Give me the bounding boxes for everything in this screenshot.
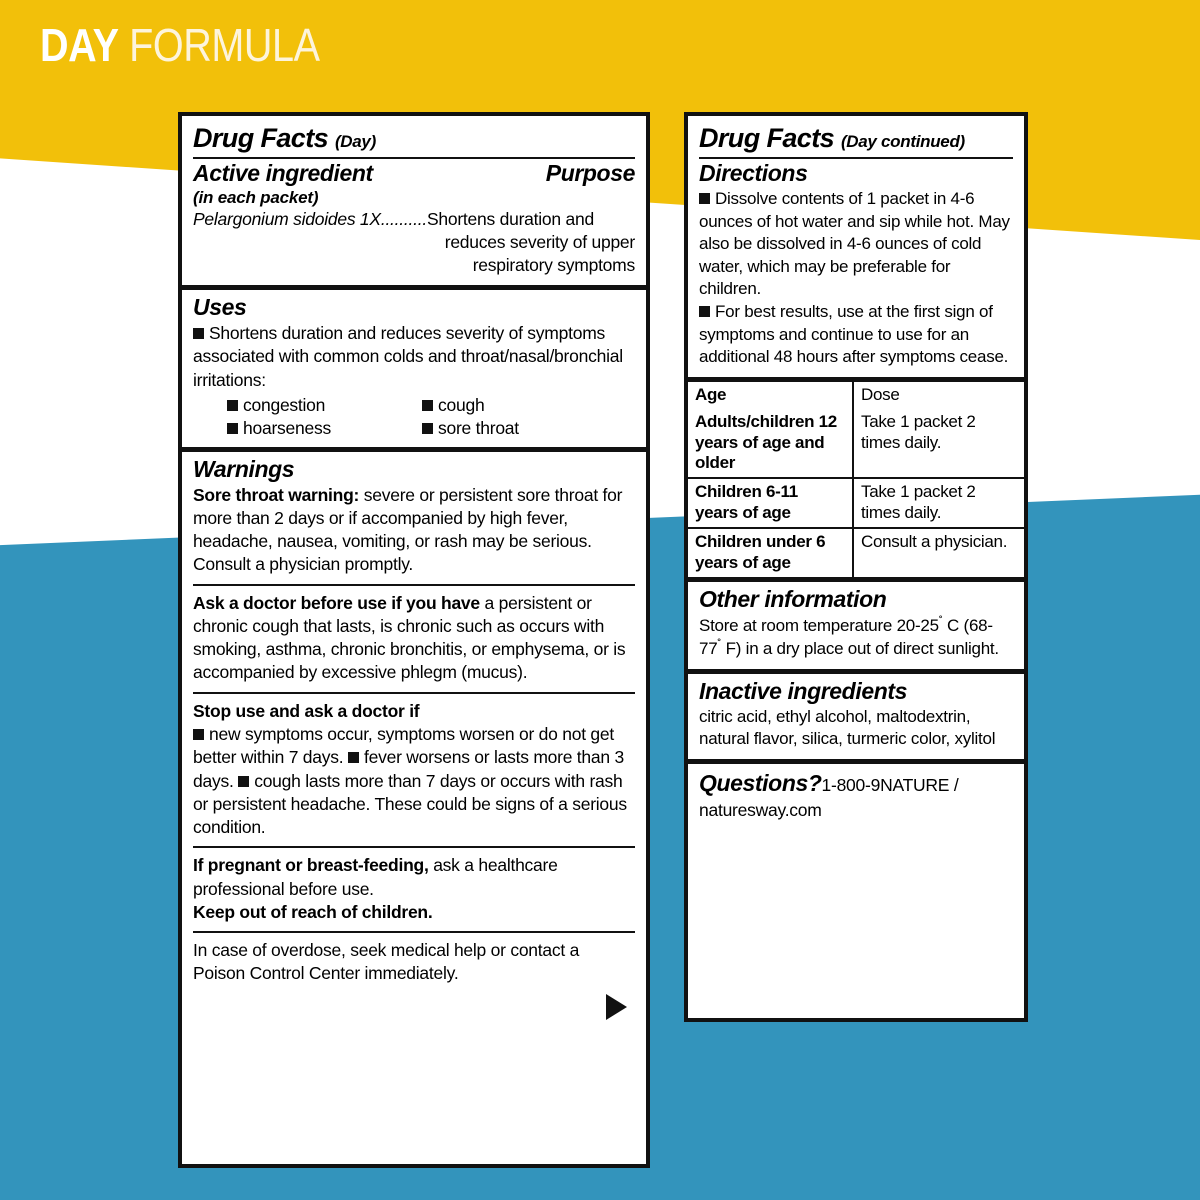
square-bullet-icon: [348, 752, 359, 763]
sore-throat-text: severe or persistent sore throat for more than 2 days or if accompanied by high fever, headache, nausea, vomiting, or rash may be serious. Consult a physician promptly.: [193, 484, 623, 575]
right-title-subtext: (Day continued): [840, 132, 965, 151]
directions-heading: Directions: [699, 160, 808, 187]
ask-doctor-warning: [193, 592, 635, 685]
table-row: [688, 478, 1024, 528]
dose-table-block: [688, 377, 1024, 577]
uses-lead: [193, 322, 635, 392]
degree-symbol-celsius: ˚: [938, 613, 943, 628]
title-formula: FORMULA: [129, 19, 320, 71]
left-title-text: Drug Facts: [193, 123, 329, 153]
square-bullet-icon: [227, 400, 238, 411]
keep-out-of-reach-warning: Keep out of reach of children.: [193, 901, 433, 922]
right-title-text: Drug Facts: [699, 123, 835, 153]
column-header-dose: Dose: [861, 384, 900, 404]
ingredient-name: Pelargonium sidoides 1X..........: [193, 208, 427, 229]
directions-item-1: Dissolve contents of 1 packet in 4-6 ounces of hot water and sip while hot. May also be dissolved in 4-6 ounces of cold water, which may be preferable for children.: [699, 188, 1010, 299]
left-drug-facts-title: [193, 121, 635, 156]
uses-symptom-list: [193, 395, 635, 439]
table-header-row: [688, 382, 1024, 409]
stop-use-item-3: cough lasts more than 7 days or occurs with rash or persistent headache. These could be signs of a serious condition.: [193, 770, 627, 838]
square-bullet-icon: [193, 328, 204, 339]
drug-facts-panel-left: [178, 112, 650, 1168]
purpose-heading: Purpose: [545, 160, 635, 187]
uses-lead-text: Shortens duration and reduces severity of symptoms associated with common colds and throat/nasal/bronchial irritations:: [193, 323, 623, 390]
pregnancy-warning: [193, 854, 635, 901]
stop-use-label: Stop use and ask a doctor if: [193, 700, 420, 721]
warnings-divider-3: [193, 846, 635, 848]
cell-dose: Take 1 packet 2 times daily.: [853, 409, 1024, 478]
ask-doctor-label: Ask a doctor before use if you have: [193, 592, 480, 613]
uses-block: [182, 285, 646, 447]
dose-table: [688, 382, 1024, 577]
list-item: sore throat: [422, 418, 635, 439]
square-bullet-icon: [699, 306, 710, 317]
inactive-ingredients-block: [688, 669, 1024, 759]
purpose-line-2: reduces severity of upper: [444, 231, 635, 252]
active-ingredient-heading: Active ingredient: [193, 160, 373, 187]
list-item: hoarseness: [227, 418, 422, 439]
active-ingredient-note: (in each packet): [193, 187, 319, 207]
warnings-divider-4: [193, 931, 635, 933]
continuation-arrow-area: [193, 986, 635, 1022]
stop-use-items: [193, 723, 635, 839]
ask-doctor-text: a persistent or chronic cough that lasts, is chronic such as occurs with smoking, asthma, chronic bronchitis, or emphysema, or is accompanied by excessive phlegm (mucus).: [193, 592, 626, 683]
warnings-block: [182, 447, 646, 1030]
play-triangle-icon: [606, 994, 627, 1020]
cell-age: Adults/children 12 years of age and older: [688, 409, 853, 478]
square-bullet-icon: [227, 423, 238, 434]
warnings-divider-2: [193, 692, 635, 694]
list-item: cough: [422, 395, 635, 416]
list-item: congestion: [227, 395, 422, 416]
other-information-heading: Other information: [699, 585, 887, 612]
active-ingredient-header-row: [193, 161, 635, 188]
title-divider: [193, 157, 635, 159]
right-drug-facts-title: [699, 121, 1013, 156]
questions-block: [688, 759, 1024, 830]
active-ingredient-row: [193, 208, 635, 278]
pregnancy-text: ask a healthcare professional before use.: [193, 855, 558, 899]
stop-use-warning: [193, 700, 635, 840]
directions-item-2: For best results, use at the first sign of symptoms and continue to use for an additional 48 hours after symptoms cease.: [699, 302, 1009, 367]
pregnancy-label: If pregnant or breast-feeding,: [193, 855, 429, 876]
table-row: [688, 409, 1024, 478]
cell-dose: Take 1 packet 2 times daily.: [853, 478, 1024, 528]
square-bullet-icon: [193, 729, 204, 740]
square-bullet-icon: [422, 400, 433, 411]
square-bullet-icon: [238, 776, 249, 787]
questions-heading: Questions?: [699, 769, 822, 796]
left-title-block: [182, 116, 646, 285]
purpose-line-3: respiratory symptoms: [472, 255, 635, 276]
inactive-ingredients-heading: Inactive ingredients: [699, 677, 908, 704]
stop-use-item-2: fever worsens or lasts more than 3 days.: [193, 747, 624, 791]
sore-throat-label: Sore throat warning:: [193, 484, 360, 505]
questions-contact: 1-800-9NATURE / naturesway.com: [699, 774, 959, 820]
degree-symbol-fahrenheit: ˚: [717, 637, 722, 652]
left-title-subtext: (Day): [334, 132, 376, 151]
warnings-heading: Warnings: [193, 455, 295, 482]
inactive-ingredients-text: citric acid, ethyl alcohol, maltodextrin, natural flavor, silica, turmeric color, xylitol: [699, 706, 996, 749]
page-title: [40, 19, 320, 71]
other-information-text: Store at room temperature 20-25˚ C (68-77˚ F) in a dry place out of direct sunlight.: [699, 613, 999, 659]
cell-dose: Consult a physician.: [861, 532, 1008, 552]
other-information-block: [688, 577, 1024, 669]
right-title-block: [688, 116, 1024, 377]
drug-facts-panel-right: [684, 112, 1028, 1022]
table-row: [688, 528, 1024, 577]
cell-age: Children 6-11 years of age: [688, 478, 853, 528]
square-bullet-icon: [699, 193, 710, 204]
cell-age: Children under 6 years of age: [688, 528, 853, 577]
stop-use-item-1: new symptoms occur, symptoms worsen or do not get better within 7 days.: [193, 724, 614, 768]
column-header-age: Age: [688, 382, 853, 409]
warnings-divider-1: [193, 584, 635, 586]
right-title-divider: [699, 157, 1013, 159]
title-day: DAY: [40, 19, 119, 71]
overdose-warning: In case of overdose, seek medical help or contact a Poison Control Center immediately.: [193, 940, 580, 984]
square-bullet-icon: [422, 423, 433, 434]
purpose-line-1: Shortens duration and: [426, 208, 594, 229]
questions-line: [699, 769, 1013, 822]
uses-heading: Uses: [193, 294, 247, 321]
sore-throat-warning: [193, 484, 635, 577]
